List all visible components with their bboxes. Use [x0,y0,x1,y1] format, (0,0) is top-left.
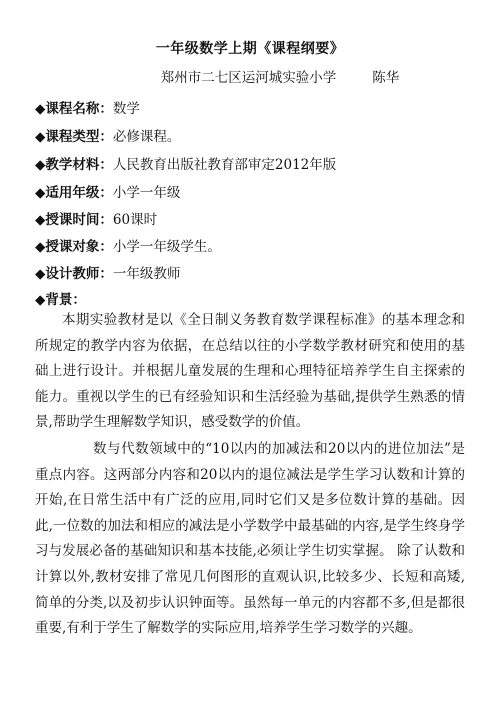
field-label: ◆设计教师： [35,266,113,282]
field-audience [35,235,221,255]
field-teacher [35,262,180,282]
field-grade [35,181,180,201]
school-name: 郑州市二七区运河城实验小学 [160,70,337,86]
field-hours [35,208,157,228]
field-label: ◆课程名称： [35,101,113,117]
background-paragraph-2: 数与代数领域中的“10以内的加减法和20以内的进位加法”是重点内容。这两部分内容和20以内的退位减法是学生学习认数和计算的开始,在日常生活中有广泛的应用,同时它们又是多位数计算的基础。因此,一位数的加法和相应的减法是小学数学中最基础的内容,是学生终身学习与发展必备的基础知识和基本技能,必须让学生切实掌握。 除了认数和计算以外,教材安排了常见几何图形的直观认识,比较多少、长短和高矮,简单的分类,以及初步认识钟面等。虽然每一单元的内容都不多,但是都很重要,有利于学生了解数学的实际应用,培养学生学习数学的兴趣。 [35,441,465,637]
field-value: 数学 [112,101,140,117]
field-value: 小学一年级学生。 [112,239,221,255]
field-value: 60课时 [112,212,158,228]
field-value: 一年级教师 [112,266,181,282]
document-title: 一年级数学上期《课程纲要》 [155,41,345,57]
field-label: ◆授课时间： [35,212,113,228]
field-label: ◆课程类型： [35,129,113,145]
field-value: 小学一年级 [112,185,181,201]
field-label: ◆背景： [35,292,86,308]
field-label: ◆适用年级： [35,185,113,201]
background-paragraph-1: 本期实验教材是以《全日制义务教育数学课程标准》的基本理念和所规定的教学内容为依据，在总结以往的小学数学教材研究和使用的基础上进行设计。并根据儿童发展的生理和心理特征培养学生自主探索的能力。重视以学生的已有经验知识和生活经验为基础,提供学生熟悉的情景,帮助学生理解数学知识，感受数学的价值。 [35,312,465,431]
field-label: ◆授课对象： [35,239,113,255]
field-value: 必修课程。 [112,129,181,145]
author-name: 陈华 [372,70,400,86]
field-label: ◆教学材料： [35,157,113,173]
field-course-name [35,97,140,117]
field-course-type [35,125,180,145]
field-materials [35,153,336,173]
field-value: 人民教育出版社教育部审定2012年版 [112,157,337,173]
author-line [0,66,500,86]
field-background [35,288,86,308]
